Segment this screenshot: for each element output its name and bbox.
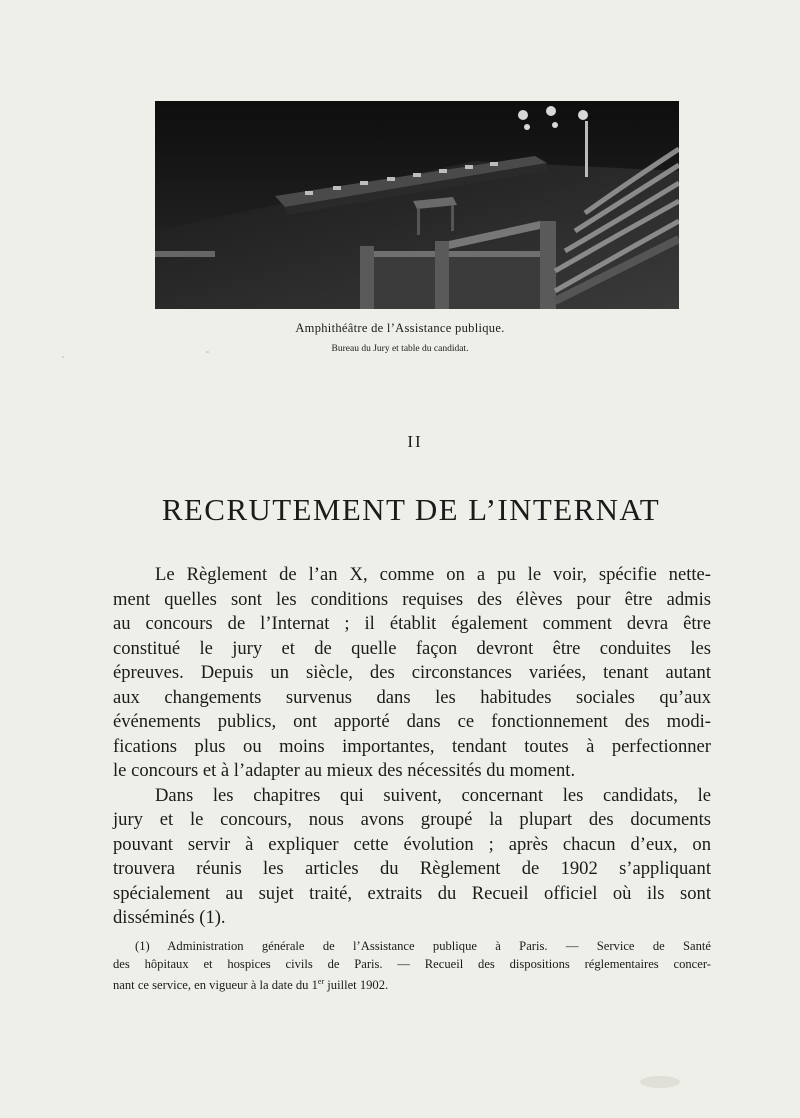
body-line: pouvant servir à expliquer cette évolution ; après chacun d’eux, on	[113, 833, 711, 855]
body-line: épreuves. Depuis un siècle, des circonstances variées, tenant autant	[113, 662, 711, 683]
body-text	[113, 563, 711, 931]
photo-caption-subtitle: Bureau du Jury et table du candidat.	[331, 344, 469, 354]
amphitheatre-illustration	[155, 101, 679, 309]
footnote	[113, 938, 711, 995]
body-line: constitué le jury et de quelle façon devront être conduites les	[113, 637, 711, 659]
paper-speck	[206, 351, 209, 353]
photo-caption-title: Amphithéâtre de l’Assistance publique.	[295, 321, 505, 335]
chapter-number: II	[407, 432, 423, 451]
body-line: trouvera réunis les articles du Règlement de 1902 s’appliquant	[113, 858, 711, 879]
footnote-date-suffix: juillet 1902.	[327, 978, 389, 993]
body-line: fications plus ou moins importantes, tendant toutes à perfectionner	[113, 735, 711, 757]
paper-speck	[62, 356, 64, 358]
body-line: au concours de l’Internat ; il établit également comment devra être	[113, 613, 711, 634]
footnote-line: des hôpitaux et hospices civils de Paris. — Recueil des dispositions réglementaires concer-	[113, 956, 711, 971]
body-line: événements publics, ont apporté dans ce fonctionnement des modi-	[113, 711, 711, 732]
amphitheatre-photo	[155, 101, 679, 309]
body-line: ment quelles sont les conditions requises des élèves pour être admis	[113, 588, 711, 610]
body-line: jury et le concours, nous avons groupé la plupart des documents	[113, 809, 711, 830]
footnote-line: (1) Administration générale de l’Assistance publique à Paris. — Service de Santé	[135, 939, 711, 953]
body-line: le concours et à l’adapter au mieux des nécessités du moment.	[113, 760, 576, 781]
footnote-line	[113, 973, 711, 995]
body-line: aux changements survenus dans les habitudes sociales qu’aux	[113, 686, 711, 708]
body-line: disséminés (1).	[113, 907, 226, 928]
footnote-date-prefix: nant ce service, en vigueur à la date du 1	[113, 978, 318, 993]
body-line: Dans les chapitres qui suivent, concernant les candidats, le	[155, 784, 711, 806]
body-line: Le Règlement de l’an X, comme on a pu le voir, spécifie nette-	[155, 564, 711, 585]
footnote-superscript: er	[317, 977, 325, 986]
body-line: spécialement au sujet traité, extraits du Recueil officiel où ils sont	[113, 882, 711, 904]
chapter-title: RECRUTEMENT DE L’INTERNAT	[161, 492, 661, 527]
paper-speck	[640, 1076, 680, 1088]
